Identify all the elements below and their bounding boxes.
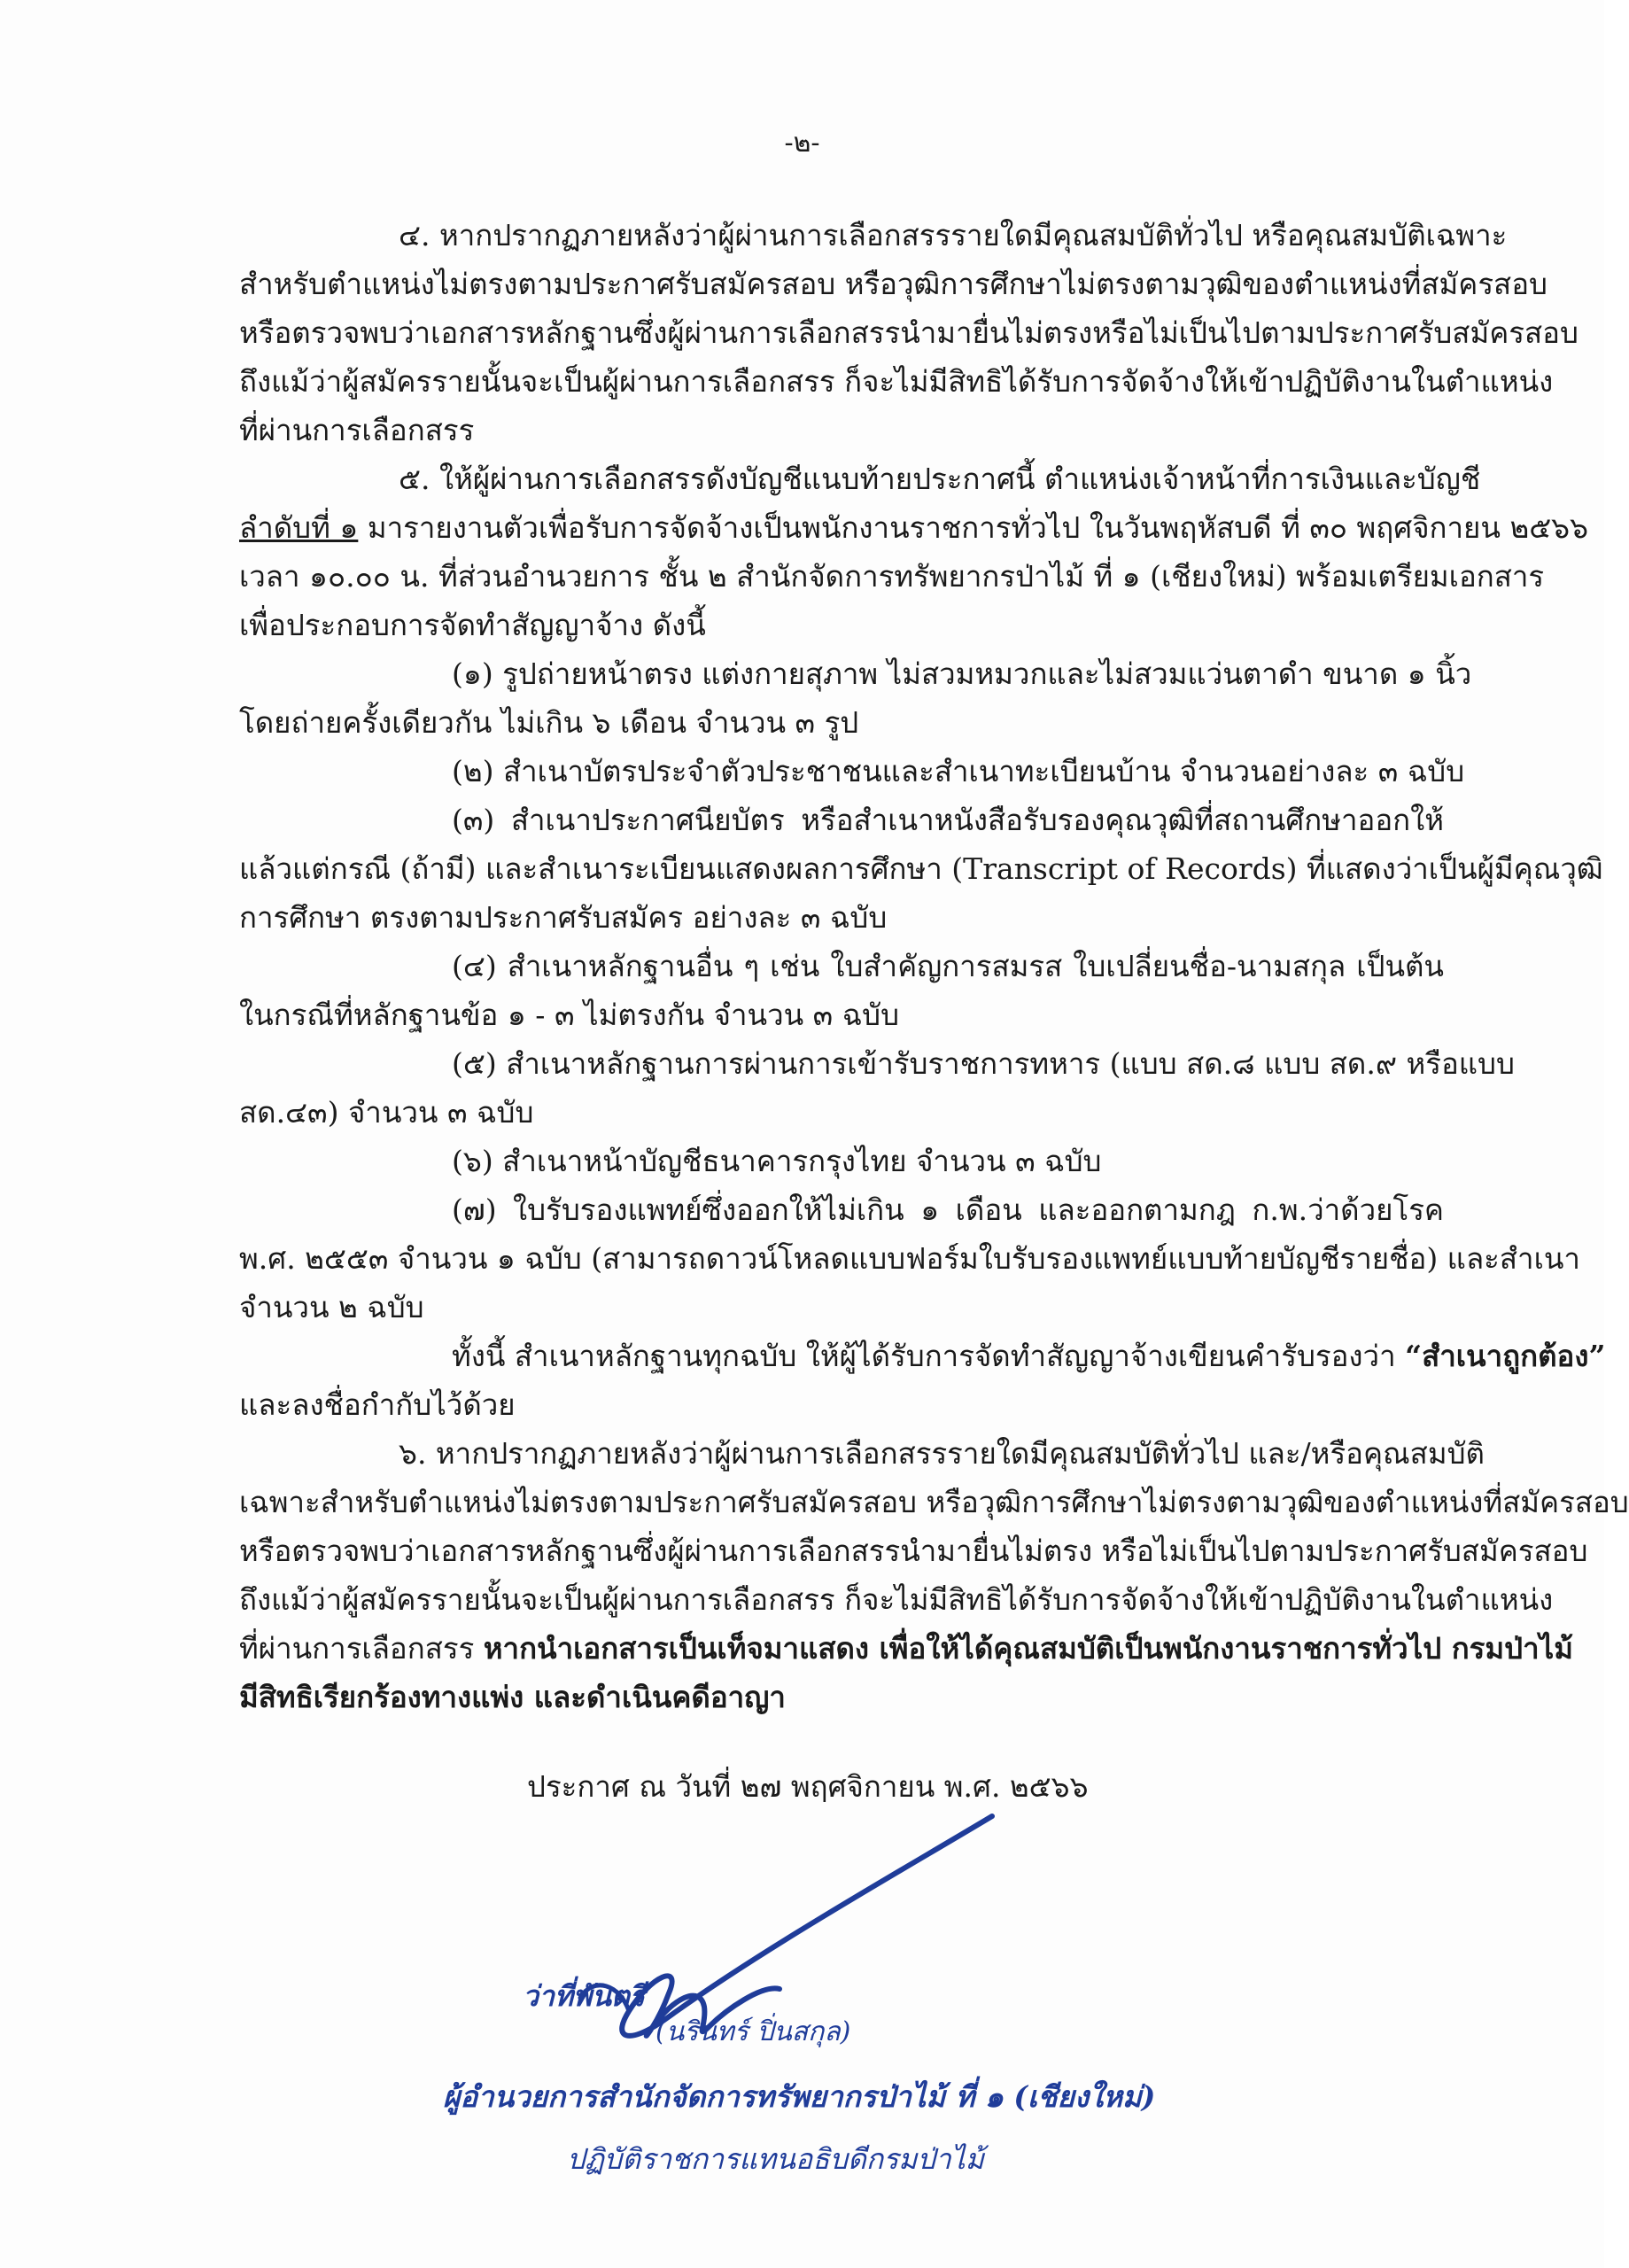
paragraph-line: ๔. หากปรากฏภายหลังว่าผู้ผ่านการเลือกสรรรายใดมีคุณสมบัติทั่วไป หรือคุณสมบัติเฉพาะ	[399, 218, 1508, 252]
clause-5	[239, 454, 1589, 649]
paragraph-line	[239, 503, 1589, 552]
paragraph-line: ๕. ให้ผู้ผ่านการเลือกสรรดังบัญชีแนบท้ายประกาศนี้ ตำแหน่งเจ้าหน้าที่การเงินและบัญชี	[399, 462, 1481, 496]
document-body	[239, 211, 1629, 1721]
clause-6	[239, 1429, 1629, 1721]
report-date-text: มารายงานตัวเพื่อรับการจัดจ้างเป็นพนักงานราชการทั่วไป ในวันพฤหัสบดี ที่ ๓๐ พฤศจิกายน ๒๕๖๖	[358, 510, 1589, 545]
signer-name: (นรินทร์ ปิ่นสกุล)	[655, 2016, 851, 2047]
signer-authority: ปฏิบัติราชการแทนอธิบดีกรมป่าไม้	[567, 2142, 984, 2176]
paragraph-line: ถึงแม้ว่าผู้สมัครรายนั้นจะเป็นผู้ผ่านการเลือกสรร ก็จะไม่มีสิทธิได้รับการจัดจ้างให้เข้าปฏิบัติงานในตำแหน่ง	[239, 364, 1554, 399]
list-item-line: จำนวน ๒ ฉบับ	[239, 1290, 424, 1324]
paragraph-line: เฉพาะสำหรับตำแหน่งไม่ตรงตามประกาศรับสมัครสอบ หรือวุฒิการศึกษาไม่ตรงตามวุฒิของตำแหน่งที่สมัครสอบ	[239, 1485, 1629, 1519]
signer-rank: ว่าที่พันตรี	[523, 1979, 645, 2013]
announcement-date: ประกาศ ณ วันที่ ๒๗ พฤศจิกายน พ.ศ. ๒๕๖๖	[527, 1769, 1089, 1804]
paragraph-line	[239, 1624, 1573, 1673]
list-item-first-line: (๑) รูปถ่ายหน้าตรง แต่งกายสุภาพ ไม่สวมหมวกและไม่สวมแว่นตาดำ ขนาด ๑ นิ้ว	[452, 656, 1472, 691]
list-item-line: ในกรณีที่หลักฐานข้อ ๑ - ๓ ไม่ตรงกัน จำนวน ๓ ฉบับ	[239, 998, 900, 1032]
list-item-line: สด.๔๓) จำนวน ๓ ฉบับ	[239, 1095, 534, 1130]
paragraph-line: ที่ผ่านการเลือกสรร	[239, 413, 475, 447]
list-item-line: การศึกษา ตรงตามประกาศรับสมัคร อย่างละ ๓ ฉบับ	[239, 900, 888, 935]
list-item-first-line: (๕) สำเนาหลักฐานการผ่านการเข้ารับราชการทหาร (แบบ สด.๘ แบบ สด.๙ หรือแบบ	[452, 1046, 1515, 1081]
paragraph-line: เพื่อประกอบการจัดทำสัญญาจ้าง ดังนี้	[239, 608, 706, 642]
list-item-first-line: (๖) สำเนาหน้าบัญชีธนาคารกรุงไทย จำนวน ๓ ฉบับ	[452, 1144, 1102, 1178]
page-number: -๒-	[784, 128, 820, 159]
list-item-line: โดยถ่ายครั้งเดียวกัน ไม่เกิน ๖ เดือน จำนวน ๓ รูป	[239, 705, 859, 740]
signer-position: ผู้อำนวยการสำนักจัดการทรัพยากรป่าไม้ ที่ ๑ (เชียงใหม่)	[443, 2079, 1156, 2114]
list-item-first-line: (๓) สำเนาประกาศนียบัตร หรือสำเนาหนังสือรับรองคุณวุฒิที่สถานศึกษาออกให้	[452, 803, 1444, 837]
paragraph-line: และลงชื่อกำกับไว้ด้วย	[239, 1387, 516, 1422]
penalty-warning: หากนำเอกสารเป็นเท็จมาแสดง เพื่อให้ได้คุณสมบัติเป็นพนักงานราชการทั่วไป กรมป่าไม้	[483, 1631, 1573, 1666]
certify-text: ทั้งนี้ สำเนาหลักฐานทุกฉบับ ให้ผู้ได้รับการจัดทำสัญญาจ้างเขียนคำรับรองว่า	[452, 1339, 1406, 1373]
list-item-line: พ.ศ. ๒๕๕๓ จำนวน ๑ ฉบับ (สามารถดาวน์โหลดแบบฟอร์มใบรับรองแพทย์แบบท้ายบัญชีรายชื่อ) และสำเนา	[239, 1241, 1580, 1276]
paragraph-line: เวลา ๑๐.๐๐ น. ที่ส่วนอำนวยการ ชั้น ๒ สำนักจัดการทรัพยากรป่าไม้ ที่ ๑ (เชียงใหม่) พร้อมเตรียมเอกสาร	[239, 559, 1545, 594]
paragraph-line	[239, 1332, 1606, 1380]
document-list	[239, 649, 1603, 1332]
list-item-first-line: (๔) สำเนาหลักฐานอื่น ๆ เช่น ใบสำคัญการสมรส ใบเปลี่ยนชื่อ-นามสกุล เป็นต้น	[452, 949, 1444, 983]
certify-note	[239, 1332, 1606, 1429]
clause6-text: ที่ผ่านการเลือกสรร	[239, 1631, 484, 1666]
paragraph-line: ๖. หากปรากฏภายหลังว่าผู้ผ่านการเลือกสรรรายใดมีคุณสมบัติทั่วไป และ/หรือคุณสมบัติ	[399, 1436, 1485, 1471]
paragraph-line: หรือตรวจพบว่าเอกสารหลักฐานซึ่งผู้ผ่านการเลือกสรรนำมายื่นไม่ตรงหรือไม่เป็นไปตามประกาศรับสมัครสอบ	[239, 315, 1579, 350]
paragraph-line: หรือตรวจพบว่าเอกสารหลักฐานซึ่งผู้ผ่านการเลือกสรรนำมายื่นไม่ตรง หรือไม่เป็นไปตามประกาศรับสมัครสอบ	[239, 1534, 1588, 1568]
list-item-first-line: (๗) ใบรับรองแพทย์ซึ่งออกให้ไม่เกิน ๑ เดือน และออกตามกฎ ก.พ.ว่าด้วยโรค	[452, 1192, 1444, 1227]
paragraph-line: ถึงแม้ว่าผู้สมัครรายนั้นจะเป็นผู้ผ่านการเลือกสรร ก็จะไม่มีสิทธิได้รับการจัดจ้างให้เข้าปฏิบัติงานในตำแหน่ง	[239, 1582, 1554, 1617]
paragraph-line: สำหรับตำแหน่งไม่ตรงตามประกาศรับสมัครสอบ หรือวุฒิการศึกษาไม่ตรงตามวุฒิของตำแหน่งที่สมัครสอบ	[239, 267, 1548, 301]
certify-phrase: “สำเนาถูกต้อง”	[1405, 1339, 1606, 1373]
order-number-underlined: ลำดับที่ ๑	[239, 510, 359, 545]
list-item-first-line: (๒) สำเนาบัตรประจำตัวประชาชนและสำเนาทะเบียนบ้าน จำนวนอย่างละ ๓ ฉบับ	[452, 754, 1465, 788]
clause-4	[239, 211, 1579, 454]
list-item-line: แล้วแต่กรณี (ถ้ามี) และสำเนาระเบียนแสดงผลการศึกษา (Transcript of Records) ที่แสดงว่าเป็นผู้มีคุณวุฒิ	[239, 851, 1603, 886]
penalty-warning-line: มีสิทธิเรียกร้องทางแพ่ง และดำเนินคดีอาญา	[239, 1680, 786, 1714]
